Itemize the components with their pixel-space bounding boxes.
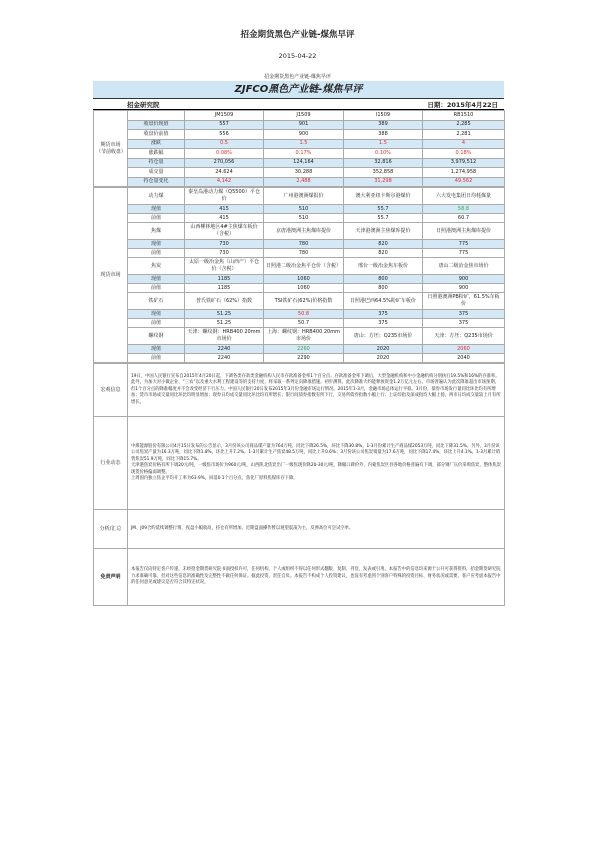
table-row: [94, 168, 505, 178]
spot-current-value: 900: [423, 275, 505, 284]
spot-current-label: 现值: [128, 345, 185, 354]
table-row: [94, 158, 505, 168]
spot-previous-value: 55.7: [344, 214, 423, 223]
futures-row-label: 持仓量: [128, 158, 185, 168]
futures-cell: 49,562: [423, 177, 505, 187]
spot-current-label: 现值: [128, 205, 185, 214]
spot-current-value: 800: [344, 275, 423, 284]
futures-cell: 4: [423, 139, 505, 149]
spot-item-name: 唐山：方坯：Q235市场价: [344, 328, 423, 345]
spot-previous-value: 2240: [185, 354, 264, 363]
disclaimer-text: 本报告仅向特定客户传递，未经招金期货研究院书面授权许可，任何机构、个人或组织不得以任何形式翻版、复制、刊登、发表或引用。本报告中的信息均来源于公开可获得资料，招金期货研究院力求准确可靠，但对这些信息的准确性及完整性不做任何保证。据此投资，责任自负。本报告不构成个人投资建议，也没有考虑到个别客户特殊的投资目标、财务状况或需要。客户应考虑本报告中的任何意见或建议是否符合其特定状况。: [128, 549, 505, 606]
futures-cell: 0.10%: [344, 149, 423, 159]
report-sheet: [93, 81, 504, 606]
document-date: 2015-04-22: [278, 52, 317, 60]
spot-previous-value: 780: [264, 249, 344, 258]
spot-item-name: 天津港澳洲主焦煤库提价: [344, 223, 423, 240]
spot-previous-value: 1060: [264, 284, 344, 293]
spot-current-value: 50.8: [264, 310, 344, 319]
table-row: [94, 177, 505, 187]
spot-previous-value: 1185: [185, 284, 264, 293]
futures-cell: 4,142: [185, 177, 264, 187]
spot-item-name: 京唐港澳洲主焦煤库提价: [264, 223, 344, 240]
futures-header-blank: [128, 111, 185, 121]
spot-previous-label: 前值: [128, 284, 185, 293]
document-title: 招金期货黑色产业链-煤焦早评: [240, 30, 355, 40]
text-sections: [93, 363, 505, 606]
futures-row-label: 收盘价现值: [128, 120, 185, 130]
spot-item-name: 邢台一级冶金焦车板价: [344, 258, 423, 275]
futures-cell: 900: [264, 130, 344, 140]
spot-previous-value: 60.7: [423, 214, 505, 223]
futures-col-header: JM1509: [185, 111, 264, 121]
spot-current-value: 775: [423, 240, 505, 249]
spot-previous-value: 820: [344, 249, 423, 258]
futures-cell: 24,624: [185, 168, 264, 178]
spot-previous-value: 730: [185, 249, 264, 258]
futures-cell: 32,816: [344, 158, 423, 168]
org-bar: [93, 99, 504, 110]
futures-cell: 2,281: [423, 130, 505, 140]
spot-item-name: 日照港二级冶金焦平仓价（含税）: [264, 258, 344, 275]
analysis-text: JM、J09合约延续调整行情，夜盘小幅收高，持仓有所增加，近期盘面操作暂以观望震荡为主，反弹高位可尝试空单。: [128, 510, 505, 549]
spot-previous-value: 51.25: [185, 319, 264, 328]
spot-current-value: 1060: [264, 275, 344, 284]
spot-current-value: 58.8: [423, 205, 505, 214]
spot-item-name: TSI铁矿石(62%)价格指数: [264, 293, 344, 310]
spot-table: [93, 187, 505, 363]
futures-cell: 270,056: [185, 158, 264, 168]
spot-section-label: 现货市场: [94, 188, 128, 363]
futures-row-label: 持仓量变化: [128, 177, 185, 187]
spot-previous-label: 前值: [128, 319, 185, 328]
spot-current-value: 730: [185, 240, 264, 249]
spot-group-label: 动力煤: [128, 188, 185, 205]
analysis-label: 分析/汇总: [94, 510, 128, 549]
futures-cell: 0.17%: [264, 149, 344, 159]
spot-previous-value: 800: [344, 284, 423, 293]
spot-current-value: 2020: [344, 345, 423, 354]
spot-item-name: 日照港澳洲主焦煤库提价: [423, 223, 505, 240]
futures-cell: 0.5: [185, 139, 264, 149]
spot-item-name: 秦皇岛港动力煤（Q5500）平仓价: [185, 188, 264, 205]
spot-previous-value: 2290: [264, 354, 344, 363]
futures-cell: 2,285: [423, 120, 505, 130]
futures-cell: 352,858: [344, 168, 423, 178]
table-row: [94, 120, 505, 130]
futures-cell: 1.5: [344, 139, 423, 149]
futures-cell: 1,274,958: [423, 168, 505, 178]
futures-cell: 901: [264, 120, 344, 130]
spot-current-value: 510: [264, 205, 344, 214]
spot-current-value: 2260: [264, 345, 344, 354]
macro-text: 19日，中国人民银行宣布自2015年4月20日起，下调各类存款类金融机构人民币存款准备金率1个百分点。存款准备金率下调后，大型金融机构和中小金融机构分别执行19.5%和16%的存准率。此外，为加大对小微企业、“三农”以及重大水利工程建设等的支持力度，将采取一系列定向降准措施。初步测算，此次降准大约能释放资金1.2万亿元左右。市场普遍认为此次降准超出市场预期，但1个百分点的降准幅度并不会改变经济下行压力。中国人民银行20日发布2015年3月份金融市场运行情况。2015年1-3月，金融市场总体运行平稳。3月份，债券市场发行量同比环比均有所增加；货币市场成交量同比环比均明显增加；现券日均成交量同比环比均有所增长；银行间债券指数有所下行，交易所债券指数小幅上行；上证综指及深成指均大幅上扬，两市日均成交量较上月有所增长。: [128, 364, 505, 417]
document-subtitle: 招金期货黑色产业链-煤焦早评: [264, 74, 331, 80]
spot-item-name: 太原一级冶金焦（山西产）平仓价（含税）: [185, 258, 264, 275]
futures-row-label: 收盘价前值: [128, 130, 185, 140]
futures-row-label: 成交量: [128, 168, 185, 178]
futures-cell: 30,288: [264, 168, 344, 178]
spot-current-value: 1185: [185, 275, 264, 284]
spot-item-name: 日照港澳洲PB粉矿，61.5%车板价: [423, 293, 505, 310]
spot-current-value: 55.7: [344, 205, 423, 214]
spot-previous-value: 375: [423, 319, 505, 328]
spot-previous-value: 415: [185, 214, 264, 223]
futures-col-header: I1509: [344, 111, 423, 121]
org-name: 招金研究院: [127, 101, 160, 109]
spot-current-label: 现值: [128, 240, 185, 249]
disclaimer-label: 免责声明: [94, 549, 128, 606]
spot-current-value: 415: [185, 205, 264, 214]
spot-item-name: 广州港澳洲煤报价: [264, 188, 344, 205]
spot-previous-label: 前值: [128, 354, 185, 363]
spot-previous-value: 375: [344, 319, 423, 328]
spot-previous-value: 510: [264, 214, 344, 223]
spot-current-value: 820: [344, 240, 423, 249]
futures-cell: 388: [344, 130, 423, 140]
spot-current-label: 现值: [128, 275, 185, 284]
spot-current-value: 51.25: [185, 310, 264, 319]
spot-item-name: 天津：方坯：Q235市场价: [423, 328, 505, 345]
futures-cell: 557: [185, 120, 264, 130]
spot-item-name: 唐山二级冶金焦市场价: [423, 258, 505, 275]
futures-col-header: J1509: [264, 111, 344, 121]
spot-previous-value: 775: [423, 249, 505, 258]
futures-cell: 556: [185, 130, 264, 140]
report-banner: ZJFCO黑色产业链-煤焦早评: [93, 81, 504, 99]
spot-previous-label: 前值: [128, 249, 185, 258]
table-row: [94, 139, 505, 149]
futures-cell: 124,164: [264, 158, 344, 168]
spot-item-name: 日照港巴西64.5%粉矿车板价: [344, 293, 423, 310]
spot-current-value: 2240: [185, 345, 264, 354]
industry-text: 中煤能源股份有限公司4月15日发布的公告显示，3月份该公司商品煤产量为764万吨，同比下降26.5%，环比下降30.8%。1-3月份累计生产商品煤2053万吨，同比下降31.5%。另外，3月份该公司焦炭产量为16.3万吨，同比下降1.8%，环比上升7.2%。1-3月累计生产焦炭48.5万吨，同比上升0.6%；3月份该公司焦炭销量为17.6万吨，同比下降17.4%，环比上升4.1%。1-3月累计销售焦炭51.9万吨，同比下降15.7%。 天津港焦炭价格有所下调20元/吨，一级焦市场价为960元/吨，山西陕北焦炭出厂一级焦现价降20-30元/吨，降幅口碑价外，内蒙焦炭区县各地价格普遍有下调，部分钢厂压价采购焦炭，整体焦炭现货价格偏弱调整。 上周国内独立焦企平均开工率为63.9%，回落0.1个百分点，焦化厂原料焦煤库存下降。: [128, 417, 505, 510]
spot-item-name: 上海：螺纹钢：HRB400 20mm市场价: [264, 328, 344, 345]
futures-row-label: 涨跌: [128, 139, 185, 149]
futures-cell: 3,979,512: [423, 158, 505, 168]
spot-group-label: 焦煤: [128, 223, 185, 240]
spot-current-value: 375: [423, 310, 505, 319]
spot-group-label: 螺纹钢: [128, 328, 185, 345]
table-row: [94, 130, 505, 140]
spot-item-name: 澳大利亚纽卡斯尔港煤价: [344, 188, 423, 205]
futures-cell: 389: [344, 120, 423, 130]
spot-group-label: 焦炭: [128, 258, 185, 275]
spot-item-name: 山西柳林地区4#主焦煤车板价（含税）: [185, 223, 264, 240]
futures-table: [93, 110, 505, 187]
spot-item-name: 普氏铁矿石（62%）指数: [185, 293, 264, 310]
futures-cell: 1.5: [264, 139, 344, 149]
spot-current-value: 2060: [423, 345, 505, 354]
table-row: [94, 149, 505, 159]
macro-label: 宏观信息: [94, 364, 128, 417]
futures-row-label: 涨跌幅: [128, 149, 185, 159]
spot-current-label: 现值: [128, 310, 185, 319]
spot-previous-label: 前值: [128, 214, 185, 223]
spot-previous-value: 900: [423, 284, 505, 293]
spot-current-value: 375: [344, 310, 423, 319]
spot-current-value: 780: [264, 240, 344, 249]
industry-label: 行业动态: [94, 417, 128, 510]
spot-previous-value: 2020: [344, 354, 423, 363]
futures-cell: 0.08%: [185, 149, 264, 159]
futures-cell: 2,488: [264, 177, 344, 187]
spot-item-name: 六大发电集团日均耗煤量: [423, 188, 505, 205]
spot-group-label: 铁矿石: [128, 293, 185, 310]
futures-section-label: 期货市场 （节前收盘）: [94, 111, 128, 187]
futures-col-header: RB1510: [423, 111, 505, 121]
spot-item-name: 天津：螺纹钢：HRB400 20mm市场价: [185, 328, 264, 345]
futures-cell: 31,298: [344, 177, 423, 187]
spot-previous-value: 50.7: [264, 319, 344, 328]
spot-previous-value: 2040: [423, 354, 505, 363]
futures-cell: 0.18%: [423, 149, 505, 159]
report-date: 日期：2015年4月22日: [427, 101, 498, 109]
